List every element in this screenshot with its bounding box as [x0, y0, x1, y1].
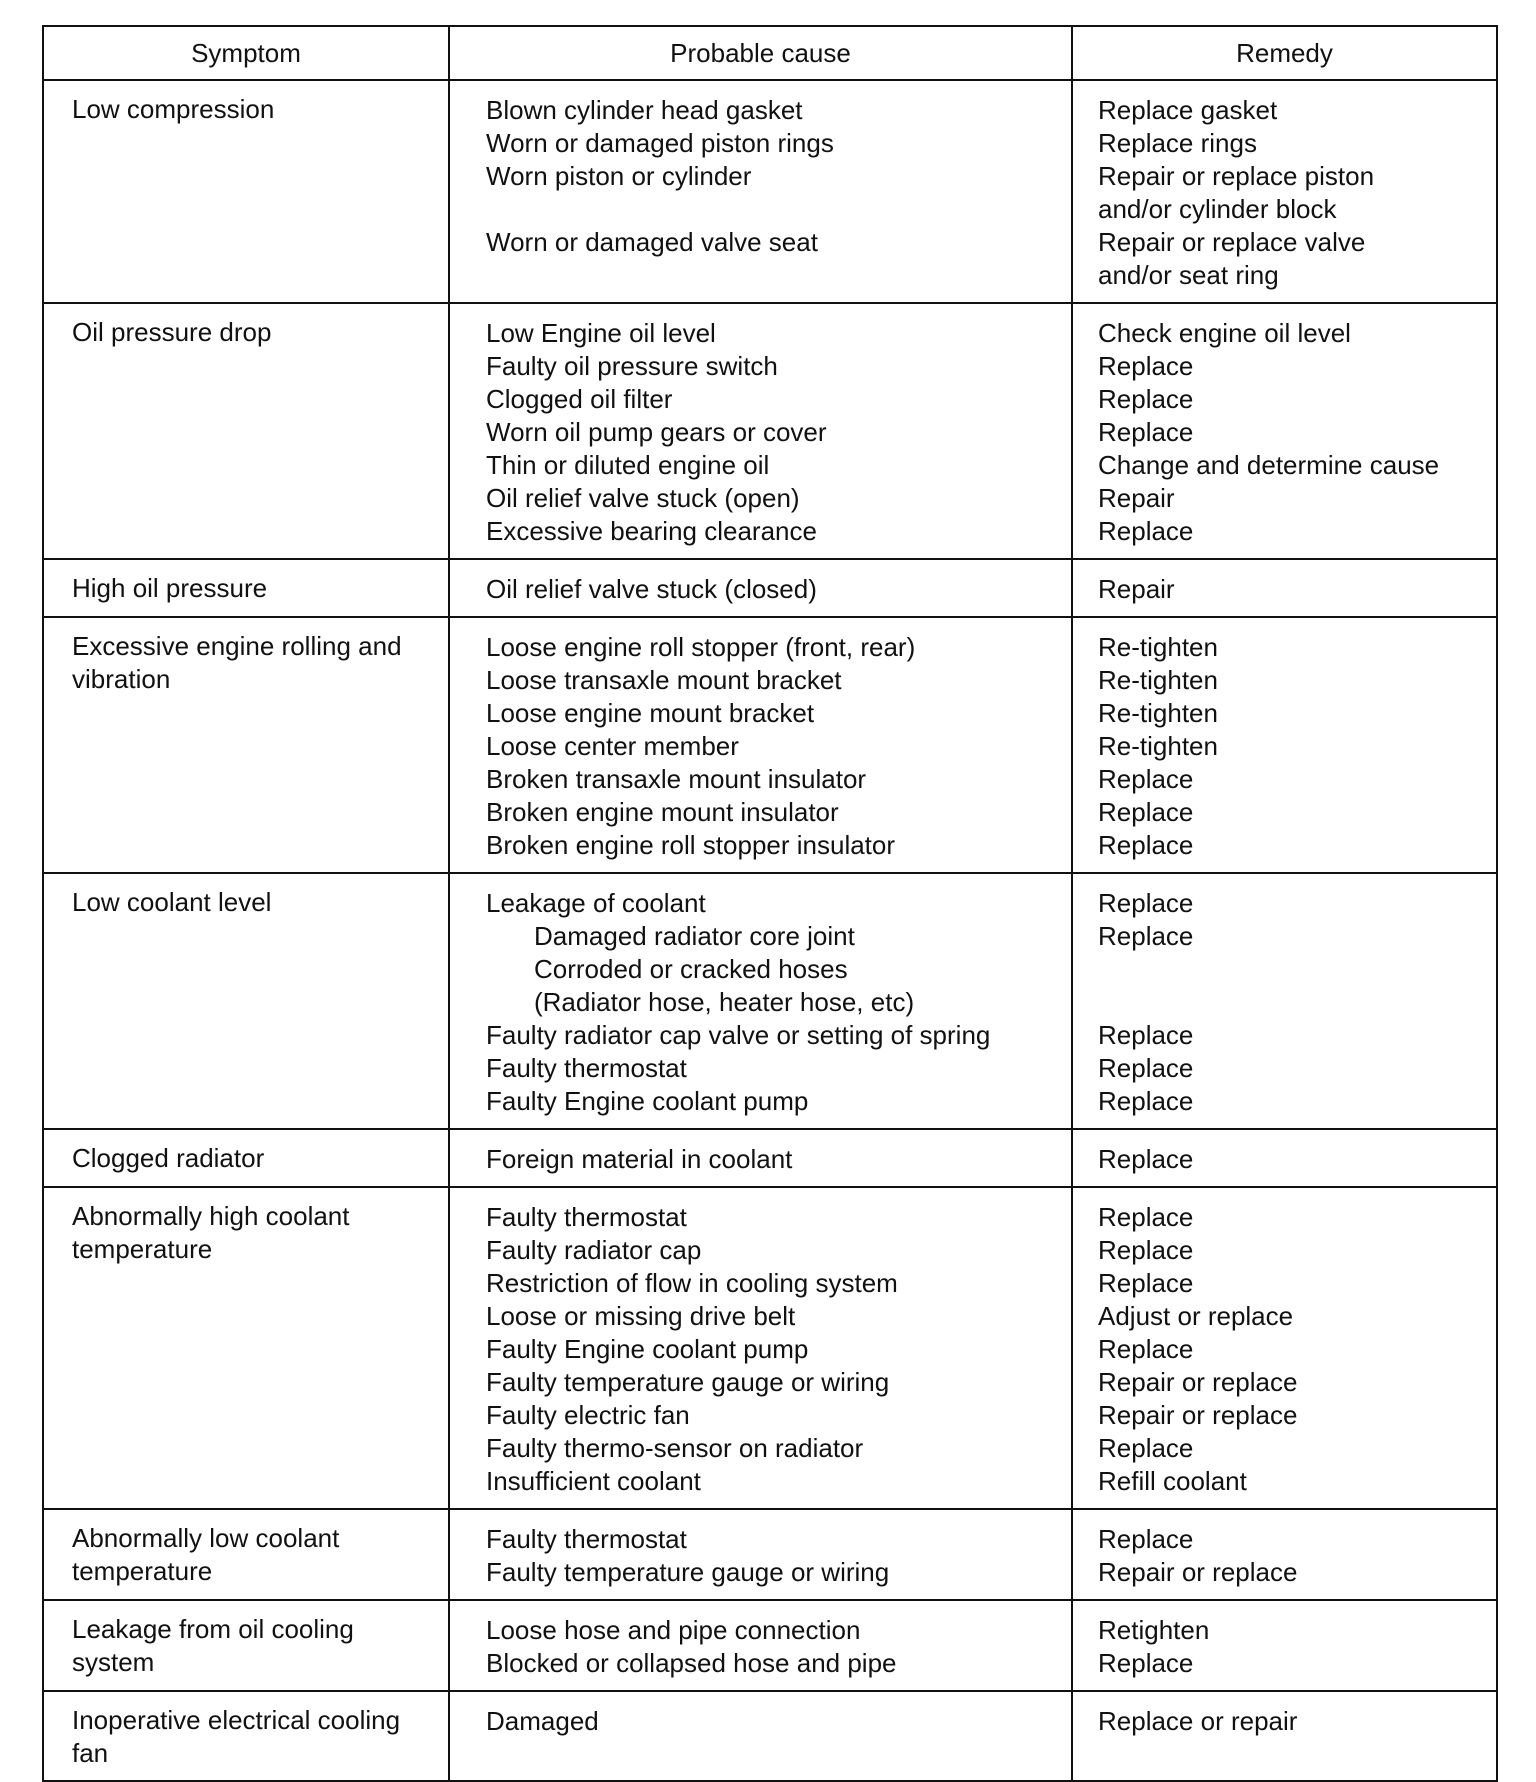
- table-row: [43, 1600, 1497, 1691]
- symptom-cell: [43, 303, 449, 559]
- symptom-cell: [43, 559, 449, 617]
- table-row: [43, 303, 1497, 559]
- remedy-line: Replace: [1098, 1648, 1194, 1678]
- remedy-cell: [1072, 303, 1497, 559]
- table-row: [43, 1691, 1497, 1781]
- cause-line: Broken engine mount insulator: [486, 797, 839, 827]
- table-row: [43, 1187, 1497, 1509]
- table-row: [43, 617, 1497, 873]
- symptom-cell: [43, 1600, 449, 1691]
- remedy-line: Repair or replace piston: [1098, 161, 1375, 191]
- remedy-line: Change and determine cause: [1098, 450, 1440, 480]
- cause-line: Loose engine mount bracket: [486, 698, 815, 728]
- table-row: [43, 559, 1497, 617]
- cause-line: Faulty radiator cap: [486, 1235, 702, 1265]
- symptom-text: Excessive engine rolling and vibration: [72, 631, 402, 694]
- symptom-text: Low compression: [72, 94, 275, 124]
- cause-line: Loose center member: [486, 731, 739, 761]
- table-row: [43, 80, 1497, 303]
- symptom-cell: [43, 80, 449, 303]
- remedy-line: Replace: [1098, 921, 1194, 951]
- remedy-cell: [1072, 617, 1497, 873]
- remedy-line: Replace: [1098, 1144, 1194, 1174]
- remedy-cell: [1072, 1187, 1497, 1509]
- symptom-cell: [43, 873, 449, 1129]
- remedy-line: Re-tighten: [1098, 632, 1218, 662]
- remedy-line: Repair or replace: [1098, 1367, 1298, 1397]
- probable-cause-cell: [449, 1129, 1072, 1187]
- remedy-line: Replace: [1098, 830, 1194, 860]
- cause-line: Worn oil pump gears or cover: [486, 417, 827, 447]
- probable-cause-cell: [449, 1691, 1072, 1781]
- cause-line: Restriction of flow in cooling system: [486, 1268, 898, 1298]
- remedy-line: and/or seat ring: [1098, 260, 1279, 290]
- remedy-line: Replace: [1098, 1433, 1194, 1463]
- cause-line: Worn or damaged piston rings: [486, 128, 834, 158]
- remedy-line: Replace: [1098, 384, 1194, 414]
- cause-line: Faulty Engine coolant pump: [486, 1086, 809, 1116]
- header-remedy: Remedy: [1072, 26, 1497, 80]
- cause-line: Loose or missing drive belt: [486, 1301, 796, 1331]
- probable-cause-cell: [449, 617, 1072, 873]
- remedy-line: Replace: [1098, 1053, 1194, 1083]
- remedy-line: Replace: [1098, 797, 1194, 827]
- symptom-cell: [43, 1691, 449, 1781]
- cause-line: Faulty temperature gauge or wiring: [486, 1367, 890, 1397]
- table-body: [43, 80, 1497, 1781]
- remedy-line: Replace: [1098, 1235, 1194, 1265]
- cause-line: Worn or damaged valve seat: [486, 227, 818, 257]
- symptom-cell: [43, 1187, 449, 1509]
- remedy-line: Repair or replace: [1098, 1557, 1298, 1587]
- remedy-line: Replace: [1098, 888, 1194, 918]
- remedy-line: Check engine oil level: [1098, 318, 1351, 348]
- header-symptom: Symptom: [43, 26, 449, 80]
- probable-cause-cell: [449, 303, 1072, 559]
- cause-line: [486, 193, 1061, 226]
- remedy-cell: [1072, 873, 1497, 1129]
- remedy-line: Re-tighten: [1098, 731, 1218, 761]
- symptom-text: Leakage from oil cooling system: [72, 1614, 354, 1677]
- symptom-text: Inoperative electrical cooling fan: [72, 1705, 401, 1768]
- remedy-line: Re-tighten: [1098, 665, 1218, 695]
- probable-cause-cell: [449, 80, 1072, 303]
- remedy-line: Replace: [1098, 351, 1194, 381]
- symptom-text: Clogged radiator: [72, 1143, 265, 1173]
- remedy-line: Adjust or replace: [1098, 1301, 1294, 1331]
- cause-line: Low Engine oil level: [486, 318, 716, 348]
- cause-line: Worn piston or cylinder: [486, 161, 752, 191]
- cause-line: Broken transaxle mount insulator: [486, 764, 867, 794]
- remedy-line: Repair or replace valve: [1098, 227, 1366, 257]
- remedy-cell: [1072, 80, 1497, 303]
- remedy-line: Replace rings: [1098, 128, 1257, 158]
- cause-line: Blocked or collapsed hose and pipe: [486, 1648, 897, 1678]
- cause-line: Damaged: [486, 1706, 599, 1736]
- remedy-line: Replace: [1098, 1524, 1194, 1554]
- cause-line: (Radiator hose, heater hose, etc): [534, 987, 915, 1017]
- remedy-line: Replace: [1098, 417, 1194, 447]
- cause-line: Leakage of coolant: [486, 888, 706, 918]
- cause-line: Oil relief valve stuck (open): [486, 483, 800, 513]
- remedy-line: Replace: [1098, 1020, 1194, 1050]
- probable-cause-cell: [449, 1187, 1072, 1509]
- table-row: [43, 1509, 1497, 1600]
- symptom-text: Abnormally high coolant temperature: [72, 1201, 350, 1264]
- cause-line: Faulty thermo-sensor on radiator: [486, 1433, 864, 1463]
- cause-line: Faulty temperature gauge or wiring: [486, 1557, 890, 1587]
- probable-cause-cell: [449, 1509, 1072, 1600]
- symptom-cell: [43, 1509, 449, 1600]
- symptom-text: Oil pressure drop: [72, 317, 272, 347]
- table-row: [43, 1129, 1497, 1187]
- remedy-line: Repair or replace: [1098, 1400, 1298, 1430]
- probable-cause-cell: [449, 559, 1072, 617]
- remedy-cell: [1072, 559, 1497, 617]
- remedy-line: Replace or repair: [1098, 1706, 1298, 1736]
- remedy-cell: [1072, 1600, 1497, 1691]
- remedy-line: Replace: [1098, 1202, 1194, 1232]
- cause-line: Faulty radiator cap valve or setting of spring: [486, 1020, 991, 1050]
- cause-line: Excessive bearing clearance: [486, 516, 817, 546]
- remedy-line: [1098, 953, 1486, 986]
- cause-line: Faulty thermostat: [486, 1202, 687, 1232]
- cause-line: Corroded or cracked hoses: [534, 954, 848, 984]
- cause-line: Faulty oil pressure switch: [486, 351, 778, 381]
- remedy-line: Retighten: [1098, 1615, 1210, 1645]
- remedy-cell: [1072, 1129, 1497, 1187]
- symptom-text: High oil pressure: [72, 573, 268, 603]
- troubleshooting-table: [42, 25, 1498, 1782]
- cause-line: Thin or diluted engine oil: [486, 450, 770, 480]
- symptom-cell: [43, 617, 449, 873]
- cause-line: Loose engine roll stopper (front, rear): [486, 632, 916, 662]
- cause-line: Faulty thermostat: [486, 1524, 687, 1554]
- remedy-line: and/or cylinder block: [1098, 194, 1337, 224]
- remedy-line: [1098, 986, 1486, 1019]
- cause-line: [486, 259, 1061, 292]
- probable-cause-cell: [449, 873, 1072, 1129]
- remedy-line: Repair: [1098, 574, 1175, 604]
- remedy-line: Replace: [1098, 1086, 1194, 1116]
- remedy-line: Replace: [1098, 516, 1194, 546]
- cause-line: Loose hose and pipe connection: [486, 1615, 861, 1645]
- cause-line: Broken engine roll stopper insulator: [486, 830, 896, 860]
- cause-line: Oil relief valve stuck (closed): [486, 574, 817, 604]
- remedy-cell: [1072, 1509, 1497, 1600]
- remedy-line: Replace gasket: [1098, 95, 1278, 125]
- symptom-cell: [43, 1129, 449, 1187]
- remedy-line: Replace: [1098, 1268, 1194, 1298]
- header-row: [43, 26, 1497, 80]
- remedy-cell: [1072, 1691, 1497, 1781]
- cause-line: Insufficient coolant: [486, 1466, 701, 1496]
- symptom-text: Low coolant level: [72, 887, 272, 917]
- cause-line: Foreign material in coolant: [486, 1144, 793, 1174]
- remedy-line: Refill coolant: [1098, 1466, 1247, 1496]
- remedy-line: Repair: [1098, 483, 1175, 513]
- table-row: [43, 873, 1497, 1129]
- cause-line: Blown cylinder head gasket: [486, 95, 803, 125]
- probable-cause-cell: [449, 1600, 1072, 1691]
- cause-line: Faulty electric fan: [486, 1400, 690, 1430]
- remedy-line: Replace: [1098, 1334, 1194, 1364]
- cause-line: Loose transaxle mount bracket: [486, 665, 842, 695]
- cause-line: Damaged radiator core joint: [534, 921, 855, 951]
- cause-line: Faulty Engine coolant pump: [486, 1334, 809, 1364]
- remedy-line: Replace: [1098, 764, 1194, 794]
- cause-line: Clogged oil filter: [486, 384, 673, 414]
- cause-line: Faulty thermostat: [486, 1053, 687, 1083]
- troubleshooting-document: [42, 25, 1496, 1782]
- header-probable-cause: Probable cause: [449, 26, 1072, 80]
- remedy-line: Re-tighten: [1098, 698, 1218, 728]
- symptom-text: Abnormally low coolant temperature: [72, 1523, 340, 1586]
